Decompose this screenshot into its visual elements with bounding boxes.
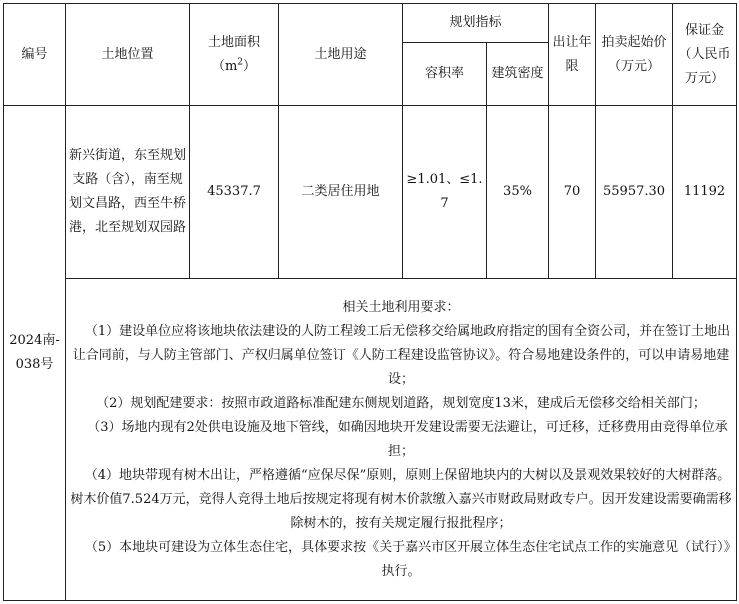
requirements-heading: 相关土地利用要求： <box>342 299 460 315</box>
header-start-price: 拍卖起始价（万元） <box>596 4 673 106</box>
table-row <box>4 106 737 279</box>
land-auction-table <box>3 3 737 601</box>
header-area-label: 土地面积 <box>207 34 260 50</box>
header-use: 土地用途 <box>279 4 403 106</box>
cell-location: 新兴街道，东至规划支路（含），南至规划文昌路，西至牛桥港，北至规划双园路 <box>66 106 190 279</box>
cell-density: 35% <box>487 106 549 279</box>
header-density: 建筑密度 <box>487 43 549 106</box>
header-area <box>190 4 279 106</box>
requirement-item: （3）场地内现有2处供电设施及地下管线，如确因地块开发建设需要无法避让，可迁移，迁移费用由竞得单位承担； <box>87 419 728 459</box>
header-area-unit-sup: 2 <box>237 57 244 68</box>
header-term: 出让年限 <box>549 4 596 106</box>
cell-use: 二类居住用地 <box>279 106 403 279</box>
cell-id: 2024南-038号 <box>4 106 66 601</box>
requirement-item: （5）本地块可建设为立体生态住宅，具体要求按《关于嘉兴市区开展立体生态住宅试点工作的实施意见（试行）》执行。 <box>84 539 731 579</box>
header-row-1 <box>4 4 737 43</box>
header-planning: 规划指标 <box>403 4 549 43</box>
cell-area: 45337.7 <box>190 106 279 279</box>
header-area-unit-post: ） <box>243 58 257 74</box>
header-deposit: 保证金（人民币万元） <box>673 4 737 106</box>
cell-deposit: 11192 <box>673 106 737 279</box>
requirement-item: （4）地块带现有树木出让，严格遵循“应保尽保”原则，原则上保留地块内的大树以及景观效果较好的大树群落。树木价值7.524万元，竞得人竞得土地后按规定将现有树木价款缴入嘉兴市财政局财政专户。因开发建设需要确需移除树木的，按有关规定履行报批程序； <box>70 467 732 531</box>
header-id: 编号 <box>4 4 66 106</box>
cell-far: ≥1.01、≤1.7 <box>403 106 487 279</box>
cell-start-price: 55957.30 <box>596 106 673 279</box>
header-location: 土地位置 <box>66 4 190 106</box>
requirement-item: （1）建设单位应将该地块依法建设的人防工程竣工后无偿移交给属地政府指定的国有全资公司，并在签订土地出让合同前，与人防主管部门、产权归属单位签订《人防工程建设监管协议》。符合易地建设条件的，可以申请易地建设； <box>72 323 731 387</box>
requirements-row <box>4 279 737 601</box>
requirement-item: （2）规划配建要求：按照市政道路标准配建东侧规划道路，规划宽度13米，建成后无偿移交给相关部门； <box>96 395 706 411</box>
header-area-unit <box>212 59 256 74</box>
header-far: 容积率 <box>403 43 487 106</box>
requirements-cell <box>66 279 737 601</box>
cell-term: 70 <box>549 106 596 279</box>
header-area-unit-pre: （m <box>211 58 238 74</box>
